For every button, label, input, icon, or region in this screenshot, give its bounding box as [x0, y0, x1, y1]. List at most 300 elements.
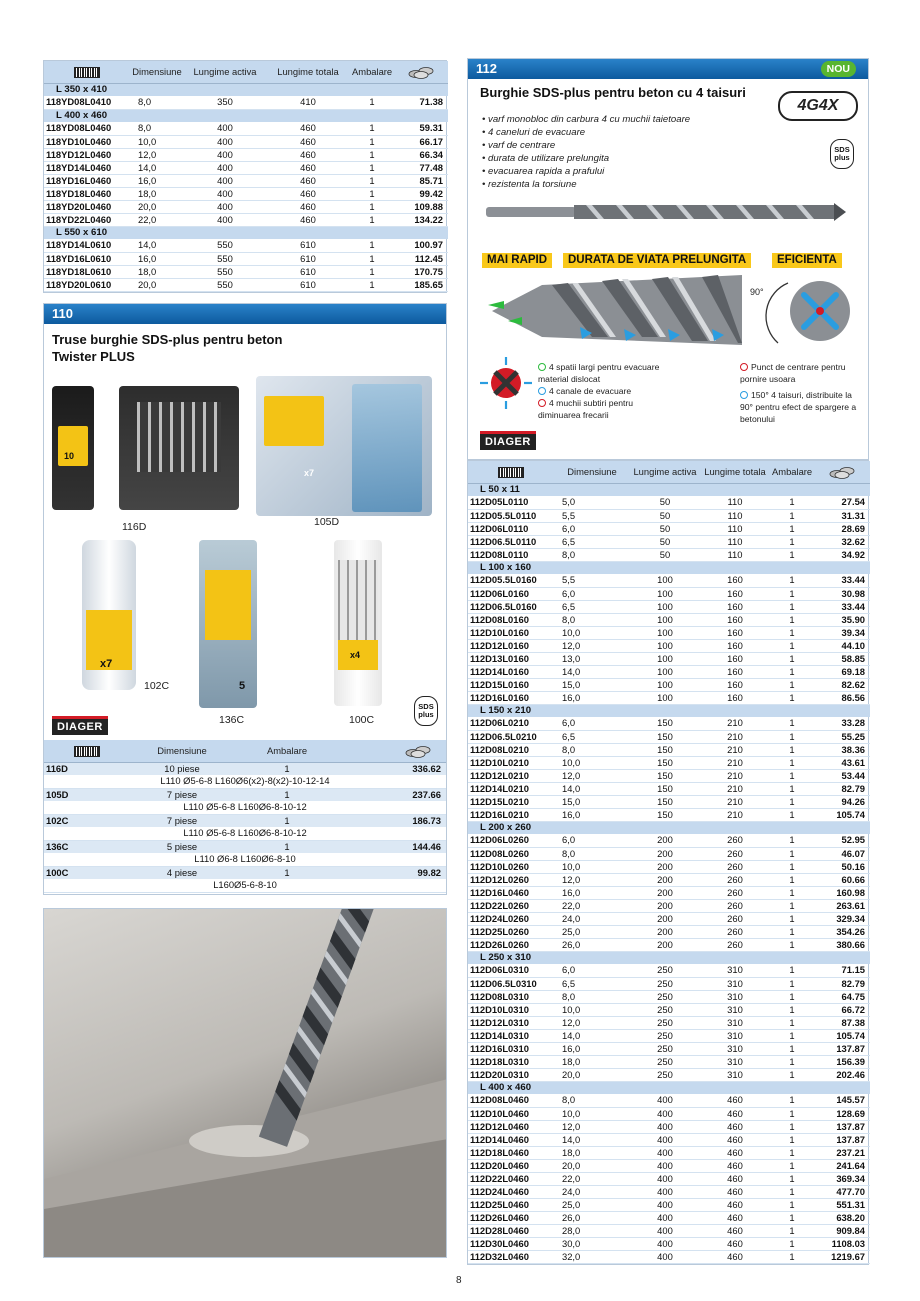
total-length: 260 [700, 886, 770, 899]
package-qty: 1 [770, 522, 814, 535]
total-length: 110 [700, 535, 770, 548]
product-code: 112D12L0460 [468, 1120, 554, 1133]
kit-code: 105D [46, 788, 69, 800]
diameter: 25,0 [554, 925, 630, 938]
package-qty: 1 [770, 1237, 814, 1250]
price: 85.71 [394, 174, 448, 187]
table-row [468, 1094, 870, 1107]
total-length: 160 [700, 652, 770, 665]
product-code: 112D14L0310 [468, 1029, 554, 1042]
section-number: 110 [52, 306, 73, 321]
page-number: 8 [456, 1275, 462, 1286]
table-row [468, 730, 870, 743]
table-row [468, 886, 870, 899]
active-length: 100 [630, 613, 700, 626]
price: 237.21 [814, 1146, 870, 1159]
table-row [468, 1198, 870, 1211]
price: 82.62 [814, 678, 870, 691]
active-length: 200 [630, 912, 700, 925]
kit-116d-pouch-image [52, 386, 94, 510]
product-code: 112D14L0210 [468, 782, 554, 795]
section-label: L 250 x 310 [468, 951, 870, 964]
total-length: 460 [700, 1107, 770, 1120]
empty-cell [340, 762, 390, 775]
product-code: 112D06L0160 [468, 587, 554, 600]
diameter: 14,0 [554, 782, 630, 795]
kit-116d-open-image [119, 386, 239, 510]
price: 909.84 [814, 1224, 870, 1237]
section-row [468, 704, 870, 717]
kit-code: 136C [46, 840, 69, 852]
total-length: 460 [700, 1146, 770, 1159]
package-qty: 1 [770, 1198, 814, 1211]
active-length: 400 [184, 187, 266, 200]
price: 100.97 [394, 239, 448, 252]
product-code: 118YD12L0460 [44, 148, 130, 161]
total-length: 610 [266, 278, 350, 291]
diameter: 12,0 [554, 769, 630, 782]
table-row [468, 1146, 870, 1159]
product-code: 112D06.5L0160 [468, 600, 554, 613]
package-qty: 1 [770, 1055, 814, 1068]
diameter: 5,5 [554, 509, 630, 522]
price: 638.20 [814, 1211, 870, 1224]
product-code: 112D06.5L0210 [468, 730, 554, 743]
package-qty: 1 [770, 1146, 814, 1159]
table-header-row [44, 61, 448, 83]
package-qty: 1 [770, 1250, 814, 1263]
total-length: 460 [266, 213, 350, 226]
table-row [468, 964, 870, 977]
diameter: 8,0 [554, 1094, 630, 1107]
product-code: 112D08L0210 [468, 743, 554, 756]
flute-diagram [480, 357, 532, 409]
badge-efficiency: EFICIENTA [772, 253, 842, 268]
price: 237.66 [412, 788, 441, 800]
total-length: 460 [700, 1133, 770, 1146]
feature-item [482, 178, 690, 191]
diameter: 8,0 [130, 96, 184, 109]
table-row [468, 925, 870, 938]
section-number: 112 [476, 61, 497, 76]
package-qty: 1 [770, 782, 814, 795]
sds-plus-icon: SDS plus [414, 696, 438, 726]
bullet: • [482, 179, 489, 190]
price: 99.82 [417, 866, 441, 878]
price: 185.65 [394, 278, 448, 291]
table-row [468, 847, 870, 860]
price: 71.38 [394, 96, 448, 109]
package-qty: 1 [350, 200, 394, 213]
product-code: 112D10L0160 [468, 626, 554, 639]
price: 477.70 [814, 1185, 870, 1198]
coins-icon-cell [814, 461, 870, 483]
table-row [44, 96, 448, 109]
product-code: 112D08L0310 [468, 990, 554, 1003]
diameter: 6,0 [554, 834, 630, 847]
product-code: 112D05L0110 [468, 496, 554, 509]
diameter: 14,0 [130, 161, 184, 174]
diameter: 16,0 [554, 1042, 630, 1055]
package-qty: 1 [770, 652, 814, 665]
kit-code: 116D [46, 762, 68, 774]
diameter: 15,0 [554, 678, 630, 691]
empty-cell [340, 840, 390, 853]
diameter: 8,0 [554, 743, 630, 756]
table-row [468, 860, 870, 873]
product-code: 112D15L0210 [468, 795, 554, 808]
price: 99.42 [394, 187, 448, 200]
active-length: 150 [630, 756, 700, 769]
price: 156.39 [814, 1055, 870, 1068]
total-length: 110 [700, 496, 770, 509]
table-row [468, 873, 870, 886]
diameter: 12,0 [554, 1016, 630, 1029]
package-qty: 1 [350, 148, 394, 161]
price: 39.34 [814, 626, 870, 639]
table-header-row [44, 740, 446, 762]
product-code: 112D22L0460 [468, 1172, 554, 1185]
price: 66.17 [394, 135, 448, 148]
price: 86.56 [814, 691, 870, 704]
price: 34.92 [814, 548, 870, 561]
total-length: 460 [700, 1198, 770, 1211]
total-length: 210 [700, 782, 770, 795]
table-row [468, 795, 870, 808]
table-row [44, 239, 448, 252]
package-qty: 1 [770, 1068, 814, 1081]
table-row [44, 252, 448, 265]
table-row [468, 1224, 870, 1237]
column-header: Dimensiune [554, 461, 630, 483]
package-qty: 1 [770, 847, 814, 860]
active-length: 550 [184, 278, 266, 291]
total-length: 460 [700, 1237, 770, 1250]
package-qty: 1 [770, 1185, 814, 1198]
package-qty: 1 [350, 122, 394, 135]
table-row [468, 522, 870, 535]
kit-quantity: 4 piese [166, 866, 198, 878]
section-label: L 150 x 210 [468, 704, 870, 717]
note-four-cutters: 150° 4 taisuri, distribuite la 90° pentru efect de spargere a betonului [740, 390, 857, 424]
product-code: 112D06.5L0110 [468, 535, 554, 548]
price: 31.31 [814, 509, 870, 522]
active-length: 50 [630, 522, 700, 535]
table-112 [467, 460, 869, 1265]
active-length: 100 [630, 600, 700, 613]
bullet: • [482, 166, 489, 177]
bullet: • [482, 127, 489, 138]
table-row [468, 548, 870, 561]
package-qty: 1 [770, 990, 814, 1003]
product-code: 118YD16L0460 [44, 174, 130, 187]
total-length: 160 [700, 691, 770, 704]
table-row [468, 769, 870, 782]
total-length: 460 [266, 174, 350, 187]
product-code: 118YD16L0610 [44, 252, 130, 265]
package-qty: 1 [350, 187, 394, 200]
product-code: 112D13L0160 [468, 652, 554, 665]
diameter: 26,0 [554, 938, 630, 951]
price: 145.57 [814, 1094, 870, 1107]
diameter: 8,0 [554, 847, 630, 860]
price: 27.54 [814, 496, 870, 509]
product-table-112 [468, 461, 870, 1264]
total-length: 260 [700, 860, 770, 873]
total-length: 110 [700, 522, 770, 535]
total-length: 460 [266, 148, 350, 161]
table-row [468, 613, 870, 626]
table-row [468, 678, 870, 691]
price: 329.34 [814, 912, 870, 925]
column-header: Lungime activa [184, 61, 266, 83]
active-length: 100 [630, 691, 700, 704]
price: 69.18 [814, 665, 870, 678]
diameter: 6,0 [554, 587, 630, 600]
diameter: 10,0 [554, 1003, 630, 1016]
kit-label-116d: 116D [122, 521, 147, 533]
package-qty: 1 [770, 795, 814, 808]
active-length: 200 [630, 834, 700, 847]
product-code: 112D12L0310 [468, 1016, 554, 1029]
price: 33.28 [814, 717, 870, 730]
package-qty: 1 [770, 808, 814, 821]
total-length: 610 [266, 265, 350, 278]
price: 52.95 [814, 834, 870, 847]
table-row [44, 278, 448, 291]
diameter: 14,0 [554, 1029, 630, 1042]
table-row [468, 1042, 870, 1055]
active-length: 50 [630, 509, 700, 522]
price: 354.26 [814, 925, 870, 938]
table-row [44, 788, 446, 801]
package-qty: 1 [770, 1003, 814, 1016]
package-qty: 1 [770, 899, 814, 912]
product-code: 112D10L0460 [468, 1107, 554, 1120]
note-thin-edges: 4 muchii subtiri pentru diminuarea frecarii [538, 398, 634, 420]
diameter: 20,0 [130, 200, 184, 213]
diameter: 16,0 [130, 174, 184, 187]
table-row [468, 1055, 870, 1068]
price: 32.62 [814, 535, 870, 548]
total-length: 260 [700, 938, 770, 951]
active-length: 200 [630, 860, 700, 873]
product-code: 112D08L0110 [468, 548, 554, 561]
table-row [468, 1250, 870, 1263]
price: 55.25 [814, 730, 870, 743]
kit-label-102c: 102C [144, 680, 170, 692]
total-length: 160 [700, 626, 770, 639]
package-qty: 1 [350, 265, 394, 278]
total-length: 460 [700, 1211, 770, 1224]
diameter: 28,0 [554, 1224, 630, 1237]
price: 144.46 [412, 840, 441, 852]
total-length: 460 [266, 122, 350, 135]
bullet: • [482, 153, 489, 164]
kit-code: 100C [46, 866, 69, 878]
product-code: 112D10L0260 [468, 860, 554, 873]
active-length: 250 [630, 1068, 700, 1081]
active-length: 200 [630, 925, 700, 938]
price: 369.34 [814, 1172, 870, 1185]
table-row [44, 148, 448, 161]
product-code: 112D18L0310 [468, 1055, 554, 1068]
section-row [44, 109, 448, 122]
table-row [468, 938, 870, 951]
diameter: 13,0 [554, 652, 630, 665]
section-label: L 400 x 460 [44, 109, 448, 122]
diameter: 20,0 [554, 1068, 630, 1081]
total-length: 310 [700, 1055, 770, 1068]
coins-icon-cell [390, 740, 446, 762]
product-code: 118YD20L0460 [44, 200, 130, 213]
active-length: 150 [630, 769, 700, 782]
package-qty: 1 [770, 834, 814, 847]
active-length: 400 [630, 1185, 700, 1198]
price: 66.34 [394, 148, 448, 161]
active-length: 250 [630, 1042, 700, 1055]
feature-text: 4 caneluri de evacuare [488, 127, 586, 138]
active-length: 100 [630, 626, 700, 639]
package-qty: 1 [770, 1029, 814, 1042]
price: 112.45 [394, 252, 448, 265]
notes-right [740, 361, 866, 425]
table-row [468, 1107, 870, 1120]
kit-description-row [44, 827, 446, 840]
price: 33.44 [814, 600, 870, 613]
column-header: Ambalare [350, 61, 394, 83]
table-row [468, 1016, 870, 1029]
diameter: 20,0 [130, 278, 184, 291]
total-length: 210 [700, 756, 770, 769]
empty-cell [340, 866, 390, 879]
diameter: 8,0 [130, 122, 184, 135]
package-qty: 1 [770, 977, 814, 990]
package-qty: 1 [770, 743, 814, 756]
table-row [468, 509, 870, 522]
diameter: 26,0 [554, 1211, 630, 1224]
diameter: 10,0 [554, 860, 630, 873]
package-qty: 1 [770, 1107, 814, 1120]
section-row [44, 83, 448, 96]
diameter: 22,0 [130, 213, 184, 226]
price: 60.66 [814, 873, 870, 886]
active-length: 200 [630, 886, 700, 899]
kit-description: L110 Ø5-6-8 L160Ø6-8-10-12 [44, 827, 446, 840]
active-length: 400 [184, 135, 266, 148]
column-header: Ambalare [234, 740, 340, 762]
product-code: 112D10L0210 [468, 756, 554, 769]
package-qty: 1 [770, 665, 814, 678]
active-length: 350 [184, 96, 266, 109]
active-length: 400 [184, 161, 266, 174]
diameter: 5,5 [554, 574, 630, 587]
table-row [468, 691, 870, 704]
section-row [468, 483, 870, 496]
product-code: 118YD14L0460 [44, 161, 130, 174]
section-row [468, 1081, 870, 1094]
product-code: 112D06L0260 [468, 834, 554, 847]
table-row [44, 840, 446, 853]
total-length: 310 [700, 1068, 770, 1081]
table-row [468, 496, 870, 509]
package-qty: 1 [770, 1224, 814, 1237]
diameter: 14,0 [554, 1133, 630, 1146]
total-length: 260 [700, 873, 770, 886]
active-length: 400 [630, 1146, 700, 1159]
section-110-header [44, 304, 446, 324]
table-row [468, 1159, 870, 1172]
product-table-118 [44, 61, 448, 292]
product-code: 112D25L0260 [468, 925, 554, 938]
package-qty: 1 [770, 769, 814, 782]
active-length: 250 [630, 990, 700, 1003]
table-row [44, 174, 448, 187]
kit-code: 102C [46, 814, 69, 826]
diameter: 16,0 [554, 808, 630, 821]
diameter: 22,0 [554, 1172, 630, 1185]
table-row [468, 808, 870, 821]
kit-description: L160Ø5-6-8-10 [44, 879, 446, 892]
note-evacuation-channels: 4 canale de evacuare [538, 385, 668, 397]
total-length: 310 [700, 1016, 770, 1029]
active-length: 200 [630, 873, 700, 886]
active-length: 150 [630, 743, 700, 756]
kit-136c-image [199, 540, 257, 708]
total-length: 460 [700, 1120, 770, 1133]
feature-item [482, 152, 690, 165]
product-code: 112D10L0310 [468, 1003, 554, 1016]
package-qty: 1 [770, 860, 814, 873]
diameter: 14,0 [554, 665, 630, 678]
package-qty: 1 [770, 717, 814, 730]
table-header-row [468, 461, 870, 483]
total-length: 260 [700, 899, 770, 912]
total-length: 210 [700, 769, 770, 782]
empty-cell [340, 740, 390, 762]
kit-description-row [44, 801, 446, 814]
barcode-icon-cell [44, 61, 130, 83]
table-row [468, 652, 870, 665]
table-row [44, 213, 448, 226]
table-row [44, 187, 448, 200]
product-code: 112D05.5L0110 [468, 509, 554, 522]
total-length: 260 [700, 912, 770, 925]
table-row [468, 587, 870, 600]
diameter: 15,0 [554, 795, 630, 808]
product-code: 118YD10L0460 [44, 135, 130, 148]
barcode-icon-cell [468, 461, 554, 483]
note-centering-point: Punct de centrare pentru pornire usoara [740, 362, 846, 384]
product-code: 112D28L0460 [468, 1224, 554, 1237]
active-length: 400 [630, 1237, 700, 1250]
section-label: L 200 x 260 [468, 821, 870, 834]
active-length: 150 [630, 782, 700, 795]
total-length: 610 [266, 239, 350, 252]
price: 160.98 [814, 886, 870, 899]
price: 77.48 [394, 161, 448, 174]
empty-cell [340, 814, 390, 827]
kit-description-row [44, 853, 446, 866]
package-qty: 1 [770, 639, 814, 652]
column-header: Dimensiune [130, 61, 184, 83]
package-qty: 1 [770, 600, 814, 613]
drill-bit-image [486, 201, 846, 223]
package-qty: 1 [770, 509, 814, 522]
active-length: 100 [630, 639, 700, 652]
product-code: 112D12L0210 [468, 769, 554, 782]
active-length: 400 [630, 1172, 700, 1185]
